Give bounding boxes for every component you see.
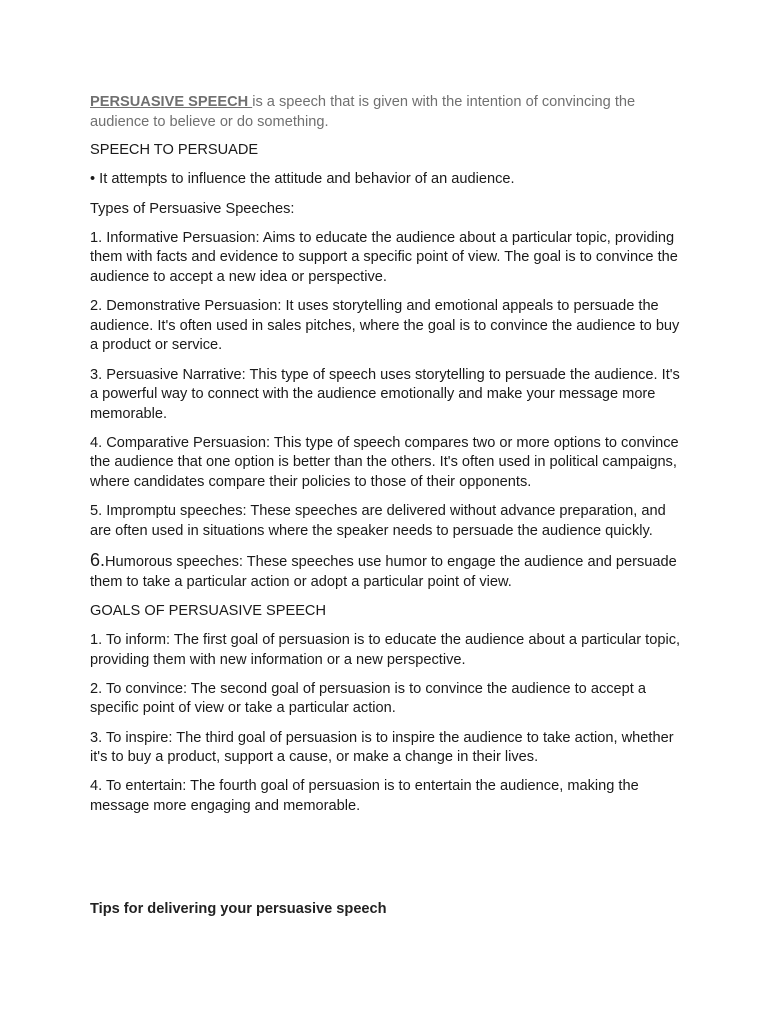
- tips-heading: Tips for delivering your persuasive speech: [90, 901, 387, 917]
- speech-to-persuade-heading: SPEECH TO PERSUADE: [90, 142, 259, 159]
- goal-item-1: 1. To inform: The first goal of persuasion is to educate the audience about a particular topic, providing them with new information or a new perspective.: [90, 632, 681, 668]
- type-item-5: 5. Impromptu speeches: These speeches are delivered without advance preparation, and are often used in situations where the speaker needs to persuade the audience quickly.: [90, 503, 666, 539]
- type-item-3: 3. Persuasive Narrative: This type of speech uses storytelling to persuade the audience. It's a powerful way to connect with the audience emotionally and make your message more memorable.: [90, 366, 680, 422]
- type-item-6-text: Humorous speeches: These speeches use humor to engage the audience and persuade them to take a particular action or adopt a particular point of view.: [90, 554, 677, 590]
- types-heading: Types of Persuasive Speeches:: [90, 200, 295, 217]
- type-item-4: 4. Comparative Persuasion: This type of speech compares two or more options to convince the audience that one option is better than the others. It's often used in political campaigns, where candidates compare their policies to those of their opponents.: [90, 434, 679, 491]
- type-item-6-number: 6.: [90, 550, 106, 571]
- type-item-2: 2. Demonstrative Persuasion: It uses storytelling and emotional appeals to persuade the audience. It's often used in sales pitches, where the goal is to convince the audience to buy a product or service.: [90, 298, 680, 354]
- intro-text: is a speech that is given with the intention of convincing the audience to believe or do something.: [90, 94, 636, 130]
- type-item-6: [90, 551, 690, 592]
- goal-item-3: 3. To inspire: The third goal of persuasion is to inspire the audience to take action, whether it's to buy a product, support a cause, or make a change in their lives.: [90, 729, 674, 766]
- type-item-1: 1. Informative Persuasion: Aims to educate the audience about a particular topic, providing them with facts and evidence to support a specific point of view. The goal is to convince the audience to accept a new idea or perspective.: [90, 229, 678, 285]
- intro-term: PERSUASIVE SPEECH: [90, 94, 253, 110]
- intro-paragraph: [90, 93, 690, 132]
- goals-heading: GOALS OF PERSUASIVE SPEECH: [90, 602, 327, 619]
- document-body: [90, 93, 690, 826]
- goal-item-4: 4. To entertain: The fourth goal of persuasion is to entertain the audience, making the message more engaging and memorable.: [90, 778, 639, 814]
- persuade-bullet: • It attempts to influence the attitude and behavior of an audience.: [90, 171, 515, 188]
- goal-item-2: 2. To convince: The second goal of persuasion is to convince the audience to accept a specific point of view or take a particular action.: [90, 680, 647, 717]
